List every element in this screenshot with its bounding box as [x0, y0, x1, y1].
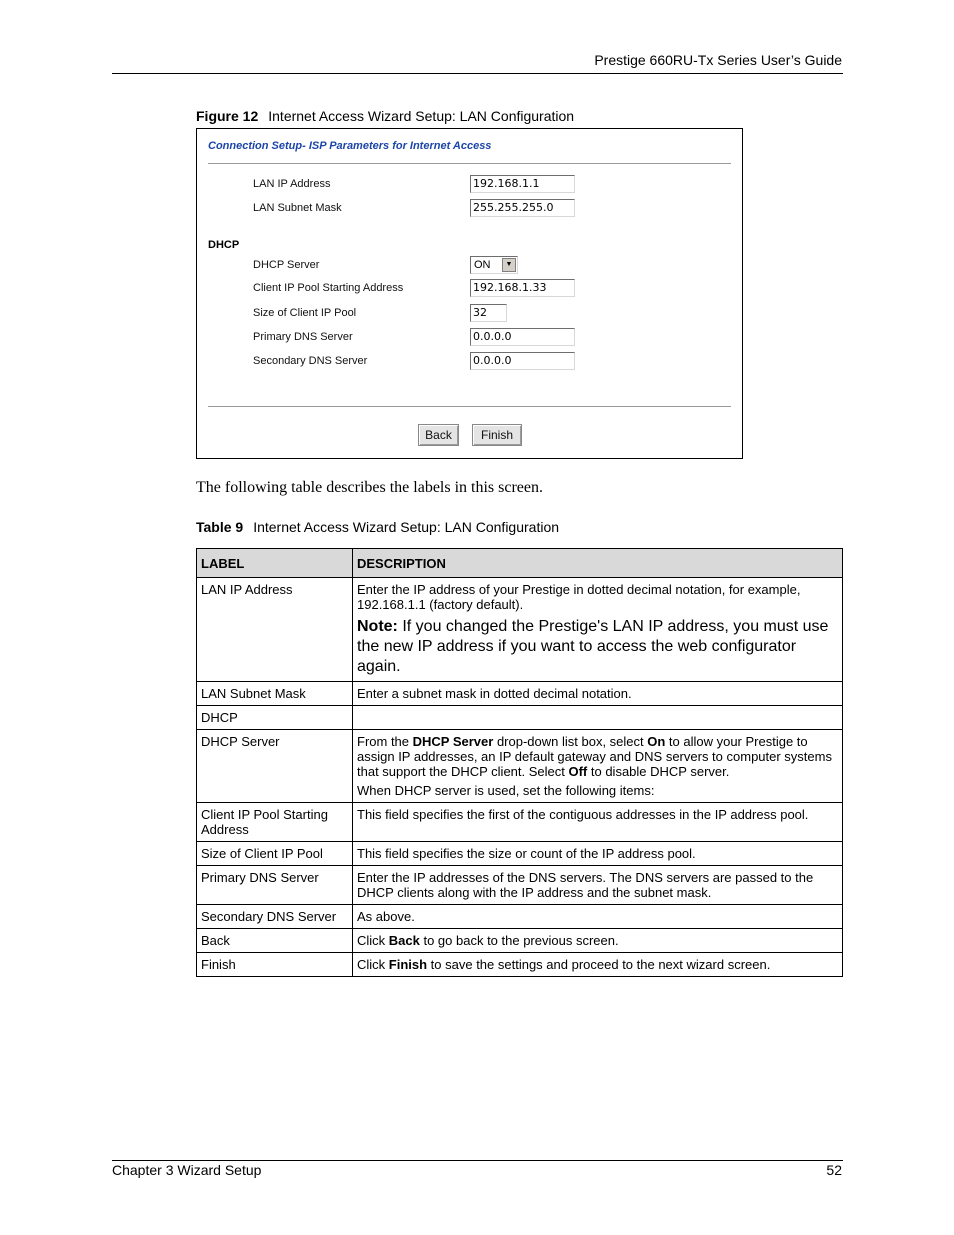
wizard-top-divider: [208, 163, 731, 164]
dhcp-section-heading: DHCP: [208, 239, 240, 251]
table-row: [197, 866, 843, 905]
row-description: As above.: [353, 905, 843, 929]
text-run: to disable DHCP server.: [587, 764, 730, 779]
row-label: Secondary DNS Server: [197, 905, 353, 929]
table-title: Internet Access Wizard Setup: LAN Configuration: [253, 519, 560, 535]
pool-start-label: Client IP Pool Starting Address: [253, 282, 404, 294]
primary-dns-label: Primary DNS Server: [253, 331, 353, 343]
lan-ip-input[interactable]: 192.168.1.1: [470, 175, 575, 193]
text-run: to save the settings and proceed to the next wizard screen.: [427, 957, 771, 972]
row-label: Size of Client IP Pool: [197, 842, 353, 866]
table-caption: [196, 519, 559, 535]
back-button[interactable]: Back: [418, 424, 459, 446]
bold-term: Back: [388, 933, 420, 948]
note-label: Note:: [357, 618, 398, 635]
bold-term: DHCP Server: [412, 734, 494, 749]
text-run: Click: [357, 957, 389, 972]
wizard-screenshot: [196, 128, 743, 459]
row-description: [353, 929, 843, 953]
row-description: Enter a subnet mask in dotted decimal notation.: [353, 682, 843, 706]
pool-start-input[interactable]: 192.168.1.33: [470, 279, 575, 297]
row-description: [353, 578, 843, 682]
header-rule: [112, 73, 843, 74]
figure-number: Figure 12: [196, 108, 259, 124]
page-number: 52: [826, 1162, 842, 1178]
table-row: [197, 803, 843, 842]
bold-term: Finish: [388, 957, 428, 972]
label-description-table: [196, 548, 843, 977]
row-description: [353, 953, 843, 977]
lan-ip-label: LAN IP Address: [253, 178, 331, 190]
bold-term: On: [647, 734, 666, 749]
table-row: [197, 842, 843, 866]
chevron-down-icon[interactable]: ▼: [502, 258, 516, 272]
table-row: [197, 953, 843, 977]
text-run: to go back to the previous screen.: [419, 933, 619, 948]
footer-chapter: Chapter 3 Wizard Setup: [112, 1162, 262, 1178]
table-number: Table 9: [196, 519, 244, 535]
footer-rule: [112, 1160, 843, 1161]
pool-size-label: Size of Client IP Pool: [253, 307, 357, 319]
secondary-dns-label: Secondary DNS Server: [253, 355, 368, 367]
primary-dns-input[interactable]: 0.0.0.0: [470, 328, 575, 346]
table-row: [197, 905, 843, 929]
table-row: [197, 682, 843, 706]
row-label: Back: [197, 929, 353, 953]
wizard-bottom-divider: [208, 406, 731, 407]
row-description: [353, 730, 843, 803]
table-row: [197, 730, 843, 803]
bold-term: Off: [568, 764, 588, 779]
text-run: to allow your Prestige to assign IP addresses, an IP default gateway and DNS servers to computer systems that support the DHCP client. Select: [357, 734, 832, 779]
row-label: LAN IP Address: [197, 578, 353, 682]
subnet-mask-input[interactable]: 255.255.255.0: [470, 199, 575, 217]
row-description: This field specifies the size or count of the IP address pool.: [353, 842, 843, 866]
row-label: LAN Subnet Mask: [197, 682, 353, 706]
text-run: From the: [357, 734, 413, 749]
dhcp-server-select[interactable]: [470, 256, 518, 274]
table-header-row: [197, 549, 843, 578]
text-run: drop-down list box, select: [493, 734, 648, 749]
label-column-header: LABEL: [197, 549, 353, 578]
description-column-header: DESCRIPTION: [353, 549, 843, 578]
row-label: Finish: [197, 953, 353, 977]
row-label: Client IP Pool Starting Address: [197, 803, 353, 842]
row-description: This field specifies the first of the contiguous addresses in the IP address pool.: [353, 803, 843, 842]
row-label: DHCP: [197, 706, 353, 730]
description-text: [357, 734, 838, 779]
row-label: Primary DNS Server: [197, 866, 353, 905]
table-row: [197, 929, 843, 953]
table-row: [197, 706, 843, 730]
description-text: When DHCP server is used, set the following items:: [357, 783, 655, 798]
note-text: If you changed the Prestige's LAN IP address, you must use the new IP address if you want to access the web configurator again.: [357, 618, 829, 675]
page-header-title: Prestige 660RU-Tx Series User’s Guide: [594, 52, 842, 68]
pool-size-input[interactable]: 32: [470, 304, 507, 322]
finish-button[interactable]: Finish: [472, 424, 522, 446]
dhcp-server-label: DHCP Server: [253, 259, 320, 271]
description-text: Enter the IP address of your Prestige in dotted decimal notation, for example, 192.168.1.1 (factory default).: [357, 582, 801, 612]
row-label: DHCP Server: [197, 730, 353, 803]
figure-caption: [196, 108, 574, 124]
figure-title: Internet Access Wizard Setup: LAN Configuration: [268, 108, 575, 124]
dhcp-server-value: ON: [474, 259, 491, 271]
subnet-mask-label: LAN Subnet Mask: [253, 202, 342, 214]
wizard-title: Connection Setup- ISP Parameters for Internet Access: [208, 140, 492, 152]
secondary-dns-input[interactable]: 0.0.0.0: [470, 352, 575, 370]
text-run: Click: [357, 933, 389, 948]
intro-paragraph: The following table describes the labels in this screen.: [196, 479, 544, 496]
table-row: [197, 578, 843, 682]
note-paragraph: [357, 617, 838, 677]
row-description: [353, 706, 843, 730]
row-description: Enter the IP addresses of the DNS servers. The DNS servers are passed to the DHCP clients along with the IP address and the subnet mask.: [353, 866, 843, 905]
